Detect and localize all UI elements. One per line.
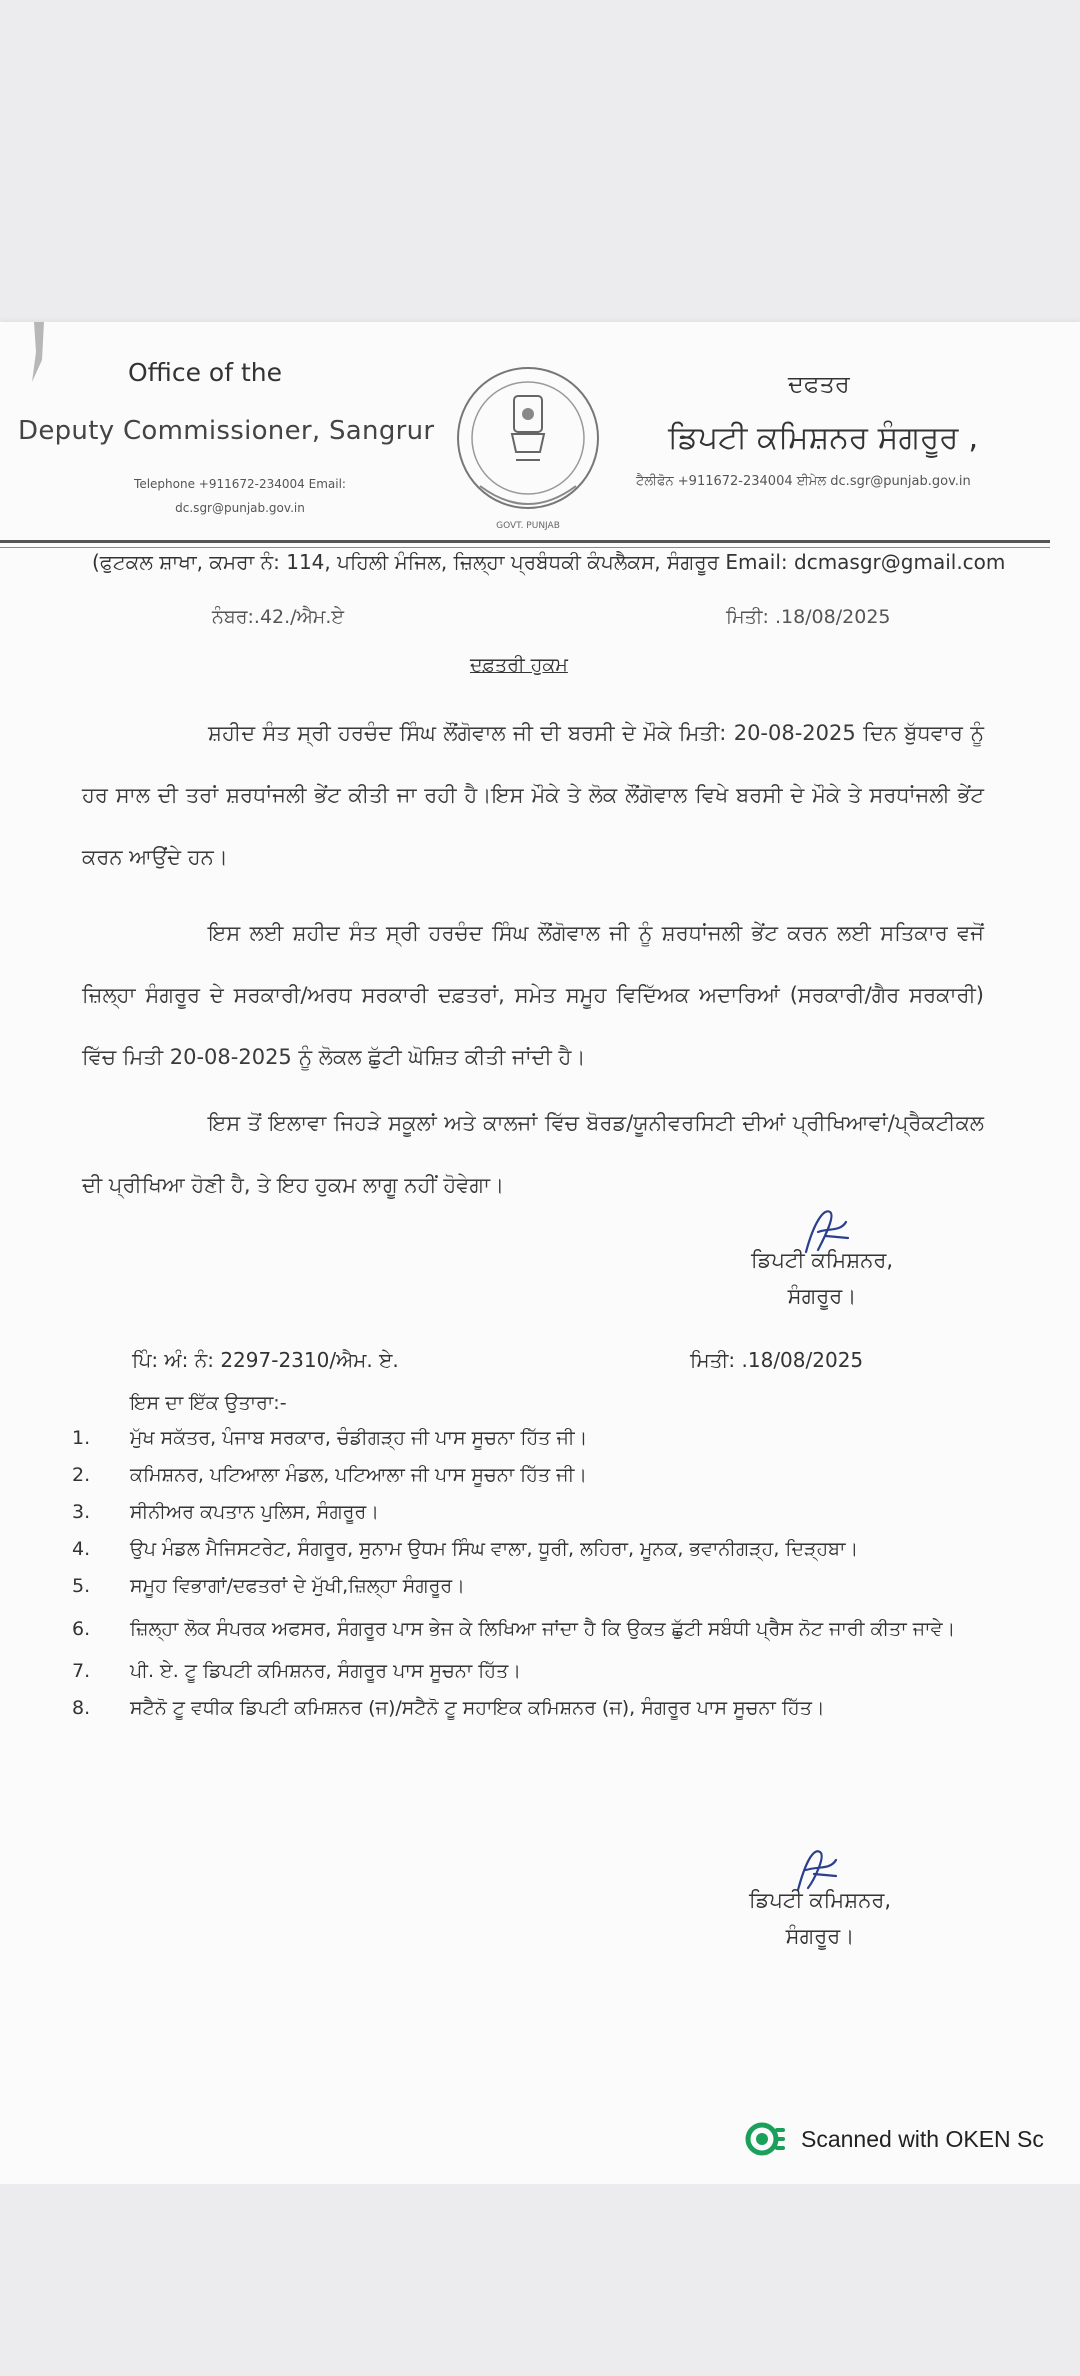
list-item-number: 6. bbox=[72, 1618, 91, 1640]
letterhead-en-contact bbox=[70, 472, 410, 520]
list-item-text: ਸਟੈਨੋ ਟੂ ਵਧੀਕ ਡਿਪਟੀ ਕਮਿਸ਼ਨਰ (ਜ)/ਸਟੈਨੋ ਟੂ ਸਹਾਇਕ ਕਮਿਸ਼ਨਰ (ਜ), ਸੰਗਰੂਰ ਪਾਸ ਸੂਚਨਾ ਹਿੱਤ। bbox=[130, 1697, 825, 1719]
letterhead-pa-contact: ਟੈਲੀਫੋਨ +911672-234004 ਈਮੇਲ dc.sgr@punjab.gov.in bbox=[636, 474, 971, 489]
signatory-designation-2: ਡਿਪਟੀ ਕਮਿਸ਼ਨਰ, bbox=[748, 1888, 892, 1912]
letterhead-en-email: dc.sgr@punjab.gov.in bbox=[175, 501, 305, 515]
list-item bbox=[72, 1533, 1012, 1566]
signature-block-1 bbox=[722, 1242, 922, 1314]
scanner-watermark-text: Scanned with OKEN Sc bbox=[801, 2125, 1044, 2152]
list-item-text: ਸੀਨੀਅਰ ਕਪਤਾਨ ਪੁਲਿਸ, ਸੰਗਰੂਰ। bbox=[130, 1501, 380, 1523]
letterhead-en-title: Office of the bbox=[128, 358, 282, 387]
copy-distribution-list bbox=[72, 1422, 1012, 1729]
signature-block-2 bbox=[720, 1882, 920, 1954]
order-paragraph-1: ਸ਼ਹੀਦ ਸੰਤ ਸ੍ਰੀ ਹਰਚੰਦ ਸਿੰਘ ਲੌਂਗੋਵਾਲ ਜੀ ਦੀ ਬਰਸੀ ਦੇ ਮੌਕੇ ਮਿਤੀ: 20-08-2025 ਦਿਨ ਬੁੱਧਵਾਰ ਨੂੰ ਹਰ ਸਾਲ ਦੀ ਤਰਾਂ ਸ਼ਰਧਾਂਜਲੀ ਭੇਂਟ ਕੀਤੀ ਜਾ ਰਹੀ ਹੈ।ਇਸ ਮੌਕੇ ਤੇ ਲੋਕ ਲੌਂਗੋਵਾਲ ਵਿਖੇ ਬਰਸੀ ਦੇ ਮੌਕੇ ਤੇ ਸਰਧਾਂਜਲੀ ਭੇਂਟ ਕਰਨ ਆਉਂਦੇ ਹਨ। bbox=[82, 721, 984, 869]
list-item-number: 3. bbox=[72, 1501, 91, 1523]
letterhead-en-office: Deputy Commissioner, Sangrur bbox=[18, 416, 435, 446]
reference-number: ਨੰਬਰ:.42./ਐਮ.ਏ bbox=[212, 606, 345, 628]
letterhead-pa-title: ਦਫਤਰ bbox=[788, 370, 850, 398]
list-item-text: ਉਪ ਮੰਡਲ ਮੈਜਿਸਟਰੇਟ, ਸੰਗਰੂਰ, ਸੁਨਾਮ ਉਧਮ ਸਿੰਘ ਵਾਲਾ, ਧੂਰੀ, ਲਹਿਰਾ, ਮੂਨਕ, ਭਵਾਨੀਗੜ੍ਹ, ਦਿੜ੍ਹਬਾ। bbox=[130, 1538, 859, 1560]
list-item bbox=[72, 1692, 1012, 1725]
letterhead-divider bbox=[0, 540, 1050, 543]
list-item-number: 1. bbox=[72, 1427, 91, 1449]
order-paragraph-3: ਇਸ ਤੋਂ ਇਲਾਵਾ ਜਿਹੜੇ ਸਕੂਲਾਂ ਅਤੇ ਕਾਲਜਾਂ ਵਿੱਚ ਬੋਰਡ/ਯੂਨੀਵਰਸਿਟੀ ਦੀਆਂ ਪ੍ਰੀਖਿਆਵਾਂ/ਪ੍ਰੈਕਟੀਕਲ ਦੀ ਪ੍ਰੀਖਿਆ ਹੋਣੀ ਹੈ, ਤੇ ਇਹ ਹੁਕਮ ਲਾਗੂ ਨਹੀਂ ਹੋਵੇਗਾ। bbox=[82, 1111, 984, 1197]
scanner-watermark bbox=[745, 2119, 1044, 2159]
letterhead-divider-thin bbox=[0, 547, 1050, 548]
list-item bbox=[72, 1496, 1012, 1529]
branch-address-line: (ਫੁਟਕਲ ਸ਼ਾਖਾ, ਕਮਰਾ ਨੰ: 114, ਪਹਿਲੀ ਮੰਜਿਲ, ਜ਼ਿਲ੍ਹਾ ਪ੍ਰਬੰਧਕੀ ਕੰਪਲੈਕਸ, ਸੰਗਰੂਰ Email: dcmasgr@gmail.com bbox=[92, 550, 1006, 574]
list-item-text: ਮੁੱਖ ਸਕੱਤਰ, ਪੰਜਾਬ ਸਰਕਾਰ, ਚੰਡੀਗੜ੍ਹ ਜੀ ਪਾਸ ਸੂਚਨਾ ਹਿੱਤ ਜੀ। bbox=[130, 1427, 588, 1449]
letterhead-en-phone: Telephone +911672-234004 Email: bbox=[134, 477, 346, 491]
signatory-place-1: ਸੰਗਰੂਰ। bbox=[787, 1284, 857, 1308]
list-item-text: ਜ਼ਿਲ੍ਹਾ ਲੋਕ ਸੰਪਰਕ ਅਫਸਰ, ਸੰਗਰੂਰ ਪਾਸ ਭੇਜ ਕੇ ਲਿਖਿਆ ਜਾਂਦਾ ਹੈ ਕਿ ਉਕਤ ਛੁੱਟੀ ਸਬੰਧੀ ਪ੍ਰੈਸ ਨੋਟ ਜਾਰੀ ਕੀਤਾ ਜਾਵੇ। bbox=[130, 1618, 956, 1640]
list-item bbox=[72, 1607, 1012, 1651]
emblem-caption: GOVT. PUNJAB bbox=[496, 521, 560, 531]
list-item-number: 4. bbox=[72, 1538, 91, 1560]
document-page bbox=[0, 322, 1080, 2184]
copy-heading: ਇਸ ਦਾ ਇੱਕ ਉਤਾਰਾ:- bbox=[130, 1392, 287, 1414]
oken-scanner-logo-icon bbox=[745, 2122, 789, 2156]
list-item-number: 8. bbox=[72, 1697, 91, 1719]
list-item-text: ਪੀ. ਏ. ਟੂ ਡਿਪਟੀ ਕਮਿਸ਼ਨਰ, ਸੰਗਰੂਰ ਪਾਸ ਸੂਚਨਾ ਹਿੱਤ। bbox=[130, 1660, 522, 1682]
order-title: ਦਫ਼ਤਰੀ ਹੁਕਮ bbox=[470, 654, 568, 676]
letterhead-pa-office: ਡਿਪਟੀ ਕਮਿਸ਼ਨਰ ਸੰਗਰੂਰ , bbox=[668, 420, 979, 456]
list-item bbox=[72, 1422, 1012, 1455]
bottom-blank-area bbox=[0, 2184, 1080, 2376]
signatory-place-2: ਸੰਗਰੂਰ। bbox=[785, 1924, 855, 1948]
endorsement-date: ਮਿਤੀ: .18/08/2025 bbox=[690, 1348, 864, 1372]
reference-date: ਮਿਤੀ: .18/08/2025 bbox=[726, 606, 891, 628]
list-item bbox=[72, 1570, 1012, 1603]
list-item-text: ਸਮੂਹ ਵਿਭਾਗਾਂ/ਦਫਤਰਾਂ ਦੇ ਮੁੱਖੀ,ਜ਼ਿਲ੍ਹਾ ਸੰਗਰੂਰ। bbox=[130, 1575, 465, 1597]
punjab-govt-emblem-icon bbox=[452, 356, 604, 536]
signatory-designation-1: ਡਿਪਟੀ ਕਮਿਸ਼ਨਰ, bbox=[750, 1248, 894, 1272]
order-paragraph-2: ਇਸ ਲਈ ਸ਼ਹੀਦ ਸੰਤ ਸ੍ਰੀ ਹਰਚੰਦ ਸਿੰਘ ਲੌਂਗੋਵਾਲ ਜੀ ਨੂੰ ਸ਼ਰਧਾਂਜਲੀ ਭੇਂਟ ਕਰਨ ਲਈ ਸਤਿਕਾਰ ਵਜੋਂ ਜ਼ਿਲ੍ਹਾ ਸੰਗਰੂਰ ਦੇ ਸਰਕਾਰੀ/ਅਰਧ ਸਰਕਾਰੀ ਦਫ਼ਤਰਾਂ, ਸਮੇਤ ਸਮੂਹ ਵਿਦਿੱਅਕ ਅਦਾਰਿਆਂ (ਸਰਕਾਰੀ/ਗੈਰ ਸਰਕਾਰੀ) ਵਿੱਚ ਮਿਤੀ 20-08-2025 ਨੂੰ ਲੋਕਲ ਛੁੱਟੀ ਘੋਸ਼ਿਤ ਕੀਤੀ ਜਾਂਦੀ ਹੈ। bbox=[82, 921, 984, 1069]
page-corner-fold bbox=[30, 322, 48, 382]
list-item-number: 5. bbox=[72, 1575, 91, 1597]
endorsement-number: ਪਿੰ: ਅੰ: ਨੰ: 2297-2310/ਐਮ. ਏ. bbox=[132, 1348, 399, 1372]
list-item-number: 7. bbox=[72, 1660, 91, 1682]
list-item-number: 2. bbox=[72, 1464, 91, 1486]
top-blank-area bbox=[0, 0, 1080, 322]
list-item bbox=[72, 1655, 1012, 1688]
list-item-text: ਕਮਿਸ਼ਨਰ, ਪਟਿਆਲਾ ਮੰਡਲ, ਪਟਿਆਲਾ ਜੀ ਪਾਸ ਸੂਚਨਾ ਹਿੱਤ ਜੀ। bbox=[130, 1464, 588, 1486]
list-item bbox=[72, 1459, 1012, 1492]
